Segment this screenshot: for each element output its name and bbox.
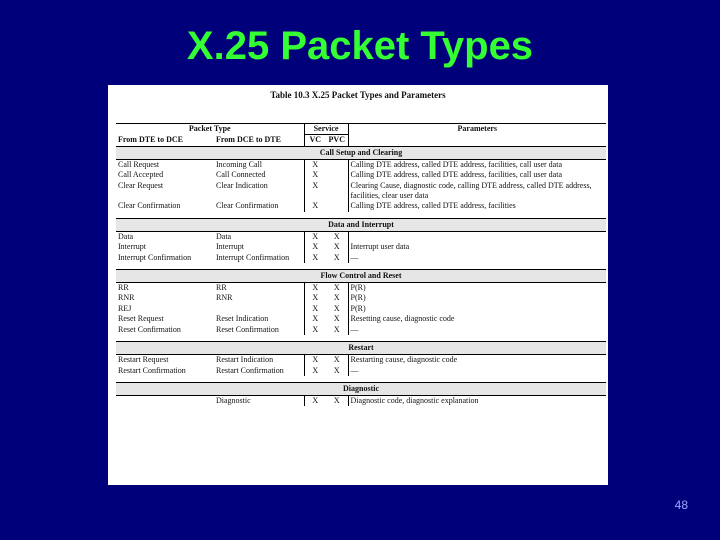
cell-parameters: — (348, 366, 606, 376)
table-row (116, 355, 606, 366)
table-row (116, 253, 606, 263)
header-pvc: PVC (328, 135, 345, 145)
cell-from-dte: Call Accepted (118, 170, 164, 180)
cell-from-dce: Reset Indication (216, 314, 269, 324)
cell-parameters: Clearing Cause, diagnostic code, calling DTE address, called DTE address, facilities, clear user data (348, 181, 606, 202)
cell-vc: X (304, 304, 326, 314)
cell-from-dte: RR (118, 283, 129, 293)
cell-parameters: Interrupt user data (348, 242, 606, 252)
cell-from-dte (116, 395, 214, 406)
cell-pvc: X (333, 231, 340, 241)
cell-vc: X (304, 170, 326, 180)
cell-vc: X (304, 355, 326, 366)
cell-pvc: X (333, 283, 340, 293)
cell-from-dce: Interrupt (216, 242, 244, 252)
cell-from-dce: Interrupt Confirmation (216, 252, 290, 262)
header-parameters: Parameters (348, 124, 606, 135)
header-parameters-sub (348, 135, 606, 146)
cell-pvc: X (333, 395, 340, 405)
cell-from-dce: Call Connected (216, 170, 266, 180)
header-service: Service (304, 124, 348, 135)
table-row (116, 395, 606, 406)
table-row (116, 159, 606, 170)
cell-from-dte: RNR (118, 293, 135, 303)
cell-from-dte: Clear Request (118, 180, 164, 190)
cell-parameters: Restarting cause, diagnostic code (348, 355, 606, 366)
cell-vc: X (304, 181, 326, 202)
cell-from-dte: Interrupt (118, 242, 146, 252)
header-vc: VC (304, 135, 326, 146)
cell-pvc (326, 170, 348, 180)
table-row (116, 366, 606, 376)
cell-parameters: Calling DTE address, called DTE address, facilities (348, 201, 606, 211)
table-image (108, 85, 608, 485)
cell-pvc: X (333, 303, 340, 313)
cell-from-dte: Data (118, 231, 134, 241)
cell-vc: X (304, 314, 326, 324)
cell-vc: X (304, 253, 326, 263)
cell-from-dce: Reset Confirmation (216, 324, 279, 334)
section-row (116, 270, 606, 283)
cell-from-dce: RNR (216, 293, 233, 303)
table-row (116, 242, 606, 252)
section-row (116, 218, 606, 231)
cell-parameters: — (348, 325, 606, 335)
cell-vc: X (304, 201, 326, 211)
cell-pvc: X (333, 314, 340, 324)
cell-from-dte: Reset Confirmation (118, 324, 181, 334)
cell-from-dte: Interrupt Confirmation (118, 252, 192, 262)
table-row (116, 181, 606, 202)
section-row (116, 382, 606, 395)
packet-types-table (116, 123, 606, 412)
table-row (116, 325, 606, 335)
cell-from-dte: Reset Request (118, 314, 164, 324)
cell-parameters: P(R) (348, 283, 606, 294)
slide-title: X.25 Packet Types (186, 24, 534, 68)
cell-vc: X (304, 242, 326, 252)
cell-pvc: X (333, 324, 340, 334)
cell-pvc (326, 159, 348, 170)
section-row (116, 146, 606, 159)
cell-from-dce (214, 304, 304, 314)
cell-parameters: — (348, 253, 606, 263)
table-caption: Table 10.3 X.25 Packet Types and Parameters (270, 90, 446, 100)
table-row (116, 293, 606, 303)
cell-pvc: X (333, 252, 340, 262)
cell-from-dce: Restart Indication (216, 355, 274, 365)
cell-from-dte: REJ (118, 303, 132, 313)
cell-vc: X (304, 395, 326, 406)
cell-parameters: P(R) (348, 304, 606, 314)
cell-pvc (326, 201, 348, 211)
table-row (116, 314, 606, 324)
cell-pvc: X (333, 242, 340, 252)
cell-vc: X (304, 366, 326, 376)
cell-from-dte: Clear Confirmation (118, 201, 181, 211)
cell-from-dce: Diagnostic (216, 395, 251, 405)
cell-from-dce: Restart Confirmation (216, 365, 284, 375)
cell-parameters: Calling DTE address, called DTE address, facilities, call user data (348, 159, 606, 170)
cell-pvc: X (333, 355, 340, 365)
header-packet-type: Packet Type (116, 124, 304, 135)
cell-vc: X (304, 293, 326, 303)
page-number: 48 (674, 498, 688, 512)
section-gap (116, 406, 606, 412)
cell-from-dce: Clear Indication (216, 180, 268, 190)
cell-parameters (348, 231, 606, 242)
cell-vc: X (304, 325, 326, 335)
section-title: Flow Control and Reset (116, 270, 606, 283)
cell-from-dce: RR (216, 283, 227, 293)
table-row (116, 201, 606, 211)
table-row (116, 231, 606, 242)
cell-pvc: X (333, 365, 340, 375)
cell-from-dce: Data (216, 231, 232, 241)
cell-vc: X (304, 159, 326, 170)
section-title: Data and Interrupt (116, 218, 606, 231)
cell-parameters: Calling DTE address, called DTE address, facilities, call user data (348, 170, 606, 180)
cell-pvc: X (333, 293, 340, 303)
cell-from-dce: Incoming Call (216, 159, 262, 169)
table-row (116, 304, 606, 314)
cell-pvc (326, 181, 348, 202)
table-row (116, 170, 606, 180)
cell-parameters: Resetting cause, diagnostic code (348, 314, 606, 324)
cell-from-dte: Call Request (118, 159, 160, 169)
header-from-dce: From DCE to DTE (216, 134, 281, 144)
header-from-dte: From DTE to DCE (118, 134, 183, 144)
section-title: Restart (116, 342, 606, 355)
cell-vc: X (304, 283, 326, 294)
cell-parameters: Diagnostic code, diagnostic explanation (348, 395, 606, 406)
cell-from-dte: Restart Confirmation (118, 365, 186, 375)
section-row (116, 342, 606, 355)
section-title: Call Setup and Clearing (116, 146, 606, 159)
cell-from-dte: Restart Request (118, 355, 169, 365)
section-title: Diagnostic (116, 382, 606, 395)
table-row (116, 283, 606, 294)
cell-from-dce: Clear Confirmation (216, 201, 279, 211)
cell-vc: X (304, 231, 326, 242)
cell-parameters: P(R) (348, 293, 606, 303)
